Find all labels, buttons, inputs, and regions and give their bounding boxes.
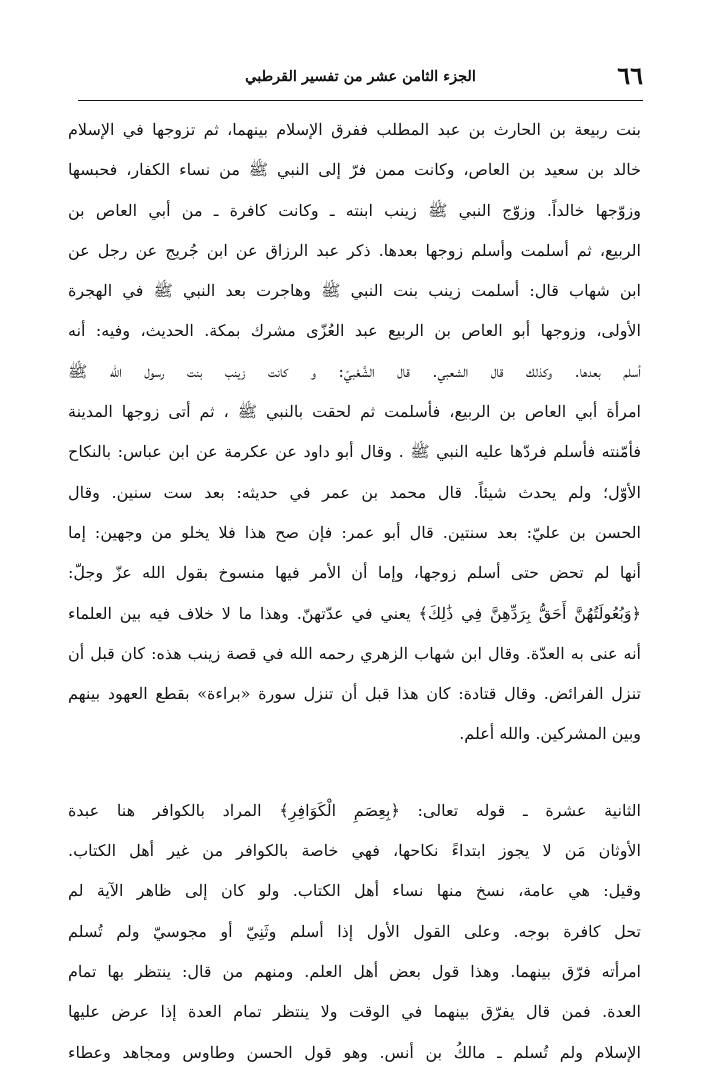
text-line: أنه عنى به العدّة. وقال ابن شهاب الزهري رحمه الله في قصة زينب هذه: كان قبل أن [68, 643, 641, 663]
text-line: الحسن بن عليّ: بعد سنتين. قال أبو عمر: فإن صح هذا فلا يخلو من وجهين: إما [68, 522, 641, 542]
text-line: تحل كافرة بوجه. وعلى القول الأول إذا أسلم وثَنِيّ أو مجوسيّ ولم تُسلم [68, 921, 641, 941]
paragraph-1 [68, 110, 641, 755]
text-line: امرأته فرّق بينهما. وهذا قول بعض أهل العلم. ومنهم من قال: ينتظر بها تمام [68, 961, 641, 981]
text-line: وقيل: هي عامة، نسخ منها نساء أهل الكتاب. ولو كان إلى ظاهر الآية لم [68, 881, 641, 901]
text-line: الثانية عشرة ـ قوله تعالى: ﴿بِعِصَمِ الْكَوَافِرِ﴾ المراد بالكوافر هنا عبدة [68, 800, 641, 820]
text-line: امرأة أبي العاص بن الربيع، فأسلمت ثم لحقت بالنبي ﷺ ، ثم أتى زوجها المدينة [68, 402, 641, 422]
page-header [78, 60, 643, 101]
text-line: بنت ربيعة بن الحارث بن عبد المطلب ففرق الإسلام بينهما، ثم تزوجها في الإسلام [68, 120, 641, 139]
text-line: تنزل الفرائض. وقال قتادة: كان هذا قبل أن تنزل سورة «براءة» بقطع العهود بينهم [68, 684, 641, 704]
body-text [68, 110, 641, 1073]
running-title: الجزء الثامن عشر من تفسير القرطبي [245, 68, 476, 85]
text-line: خالد بن سعيد بن العاص، وكانت ممن فرّ إلى النبي ﷺ من نساء الكفار، فحبسها [68, 160, 641, 180]
text-line: فأمّنته فأسلم فردّها عليه النبي ﷺ . وقال أبو داود عن عكرمة عن ابن عباس: بالنكاح [68, 442, 641, 462]
text-line: الإسلام ولم تُسلم ـ مالكُ بن أنس. وهو قول الحسن وطاوس ومجاهد وعطاء [68, 1042, 641, 1062]
page-number: ٦٦ [617, 61, 643, 90]
paragraph-gap [68, 755, 641, 791]
text-line: وبين المشركين. والله أعلم. [459, 724, 641, 744]
text-line: وزوّجها خالداً. وزوّج النبي ﷺ زينب ابنته ـ وكانت كافرة ـ من أبي العاص بن [68, 200, 641, 220]
text-line: أنها لم تحض حتى أسلم زوجها، وإما أن الأمر فيها منسوخ بقول الله عزّ وجلّ: [68, 563, 641, 583]
text-line: ﴿وَبُعُولَتُهُنَّ أَحَقُّ بِرَدِّهِنَّ فِي ذَٰلِكَ﴾ يعني في عدّتهنّ. وهذا ما لا خلاف فيه بين العلماء [68, 603, 641, 623]
text-line: الأولى، وزوجها أبو العاص بن الربيع عبد العُزّى مشرك بمكة. الحديث، وفيه: أنه [68, 321, 641, 341]
text-line: العدة. فمن قال يفرّق بينهما في الوقت ولا ينتظر تمام العدة إذا عرض عليها [68, 1002, 641, 1022]
text-line: أسلم بعدها. وكذلك قال الشعبي. قال الشَّعْبيّ: و كانت زينب بنت رسول الله ﷺ [68, 361, 641, 381]
paragraph-2 [68, 791, 641, 1073]
text-line: الأوثان مَن لا يجوز ابتداءً نكاحها، فهي خاصة بالكوافر من غير أهل الكتاب. [68, 841, 641, 861]
text-line: الأوّل؛ ولم يحدث شيئاً. قال محمد بن عمر في حديثه: بعد ست سنين. وقال [68, 482, 641, 502]
text-line: الربيع، ثم أسلمت وأسلم زوجها بعدها. ذكر عبد الرزاق عن ابن جُريج عن رجل عن [68, 240, 641, 260]
text-line: ابن شهاب قال: أسلمت زينب بنت النبي ﷺ وهاجرت بعد النبي ﷺ في الهجرة [68, 281, 641, 301]
